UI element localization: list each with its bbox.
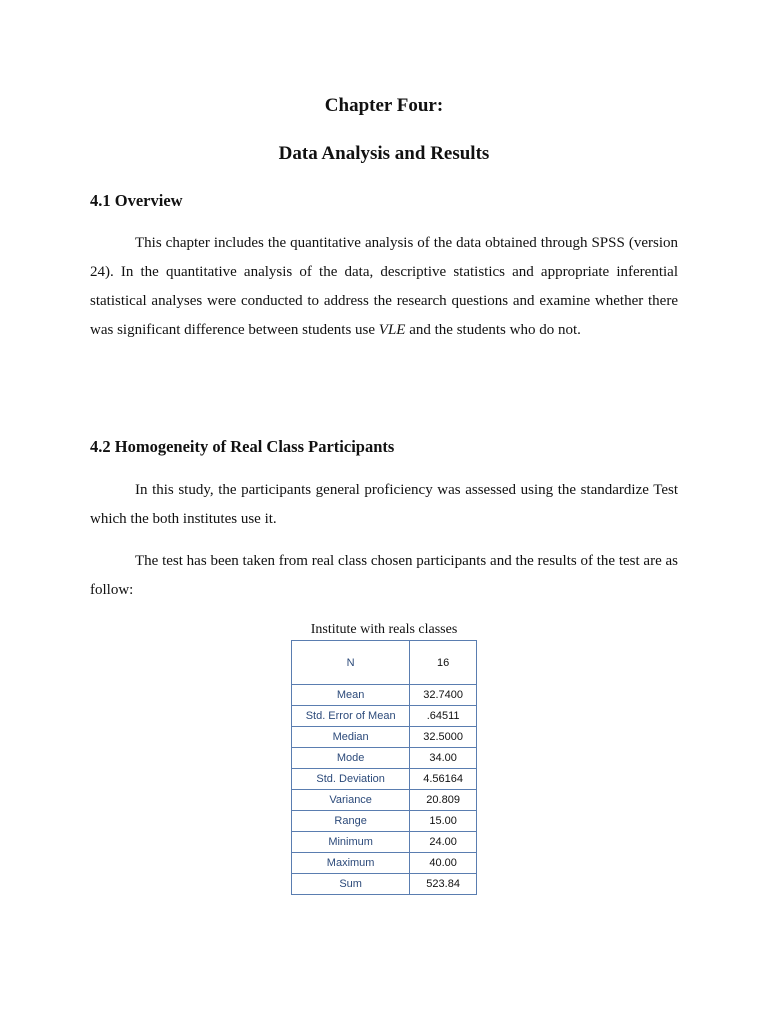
stat-value: 32.7400 bbox=[410, 685, 477, 706]
stat-label: Mode bbox=[292, 748, 410, 769]
homogeneity-paragraph-2: The test has been taken from real class chosen participants and the results of the test are as follow: bbox=[90, 553, 678, 598]
stat-label: Sum bbox=[292, 874, 410, 895]
table-row bbox=[292, 685, 477, 706]
stat-value: 4.56164 bbox=[410, 769, 477, 790]
chapter-title: Chapter Four: bbox=[324, 95, 444, 116]
overview-heading: 4.1 Overview bbox=[90, 191, 183, 210]
table-row bbox=[292, 811, 477, 832]
stat-value: 15.00 bbox=[410, 811, 477, 832]
stat-value: 32.5000 bbox=[410, 727, 477, 748]
stat-label: Variance bbox=[292, 790, 410, 811]
homogeneity-paragraph-1: In this study, the participants general proficiency was assessed using the standardize Test which the both institutes use it. bbox=[90, 482, 678, 527]
stat-label: N bbox=[292, 641, 410, 685]
table-row bbox=[292, 706, 477, 727]
stat-label: Std. Error of Mean bbox=[292, 706, 410, 727]
table-row bbox=[292, 832, 477, 853]
stat-value: 523.84 bbox=[410, 874, 477, 895]
table-row bbox=[292, 853, 477, 874]
stat-label: Std. Deviation bbox=[292, 769, 410, 790]
table-row bbox=[292, 874, 477, 895]
stat-value: 34.00 bbox=[410, 748, 477, 769]
stat-value: .64511 bbox=[410, 706, 477, 727]
stat-value: 40.00 bbox=[410, 853, 477, 874]
overview-text-after: and the students who do not. bbox=[405, 322, 581, 338]
statistics-table bbox=[291, 640, 477, 895]
chapter-subtitle: Data Analysis and Results bbox=[278, 143, 490, 164]
table-caption: Institute with reals classes bbox=[310, 622, 458, 637]
stat-label: Mean bbox=[292, 685, 410, 706]
table-row bbox=[292, 748, 477, 769]
homogeneity-heading: 4.2 Homogeneity of Real Class Participants bbox=[90, 437, 395, 456]
stat-label: Minimum bbox=[292, 832, 410, 853]
stat-value: 16 bbox=[410, 641, 477, 685]
table-row bbox=[292, 727, 477, 748]
stat-value: 20.809 bbox=[410, 790, 477, 811]
stat-label: Range bbox=[292, 811, 410, 832]
overview-paragraph bbox=[90, 229, 678, 345]
overview-text-before: This chapter includes the quantitative analysis of the data obtained through SPSS (version 24). In the quantitative analysis of the data, descriptive statistics and appropriate inferential statistical analyses were conducted to address the research questions and examine whether there was significant difference between students use bbox=[90, 235, 678, 338]
stat-label: Maximum bbox=[292, 853, 410, 874]
stat-label: Median bbox=[292, 727, 410, 748]
stat-value: 24.00 bbox=[410, 832, 477, 853]
table-row bbox=[292, 769, 477, 790]
vle-term: VLE bbox=[378, 322, 406, 338]
table-row bbox=[292, 641, 477, 685]
table-row bbox=[292, 790, 477, 811]
